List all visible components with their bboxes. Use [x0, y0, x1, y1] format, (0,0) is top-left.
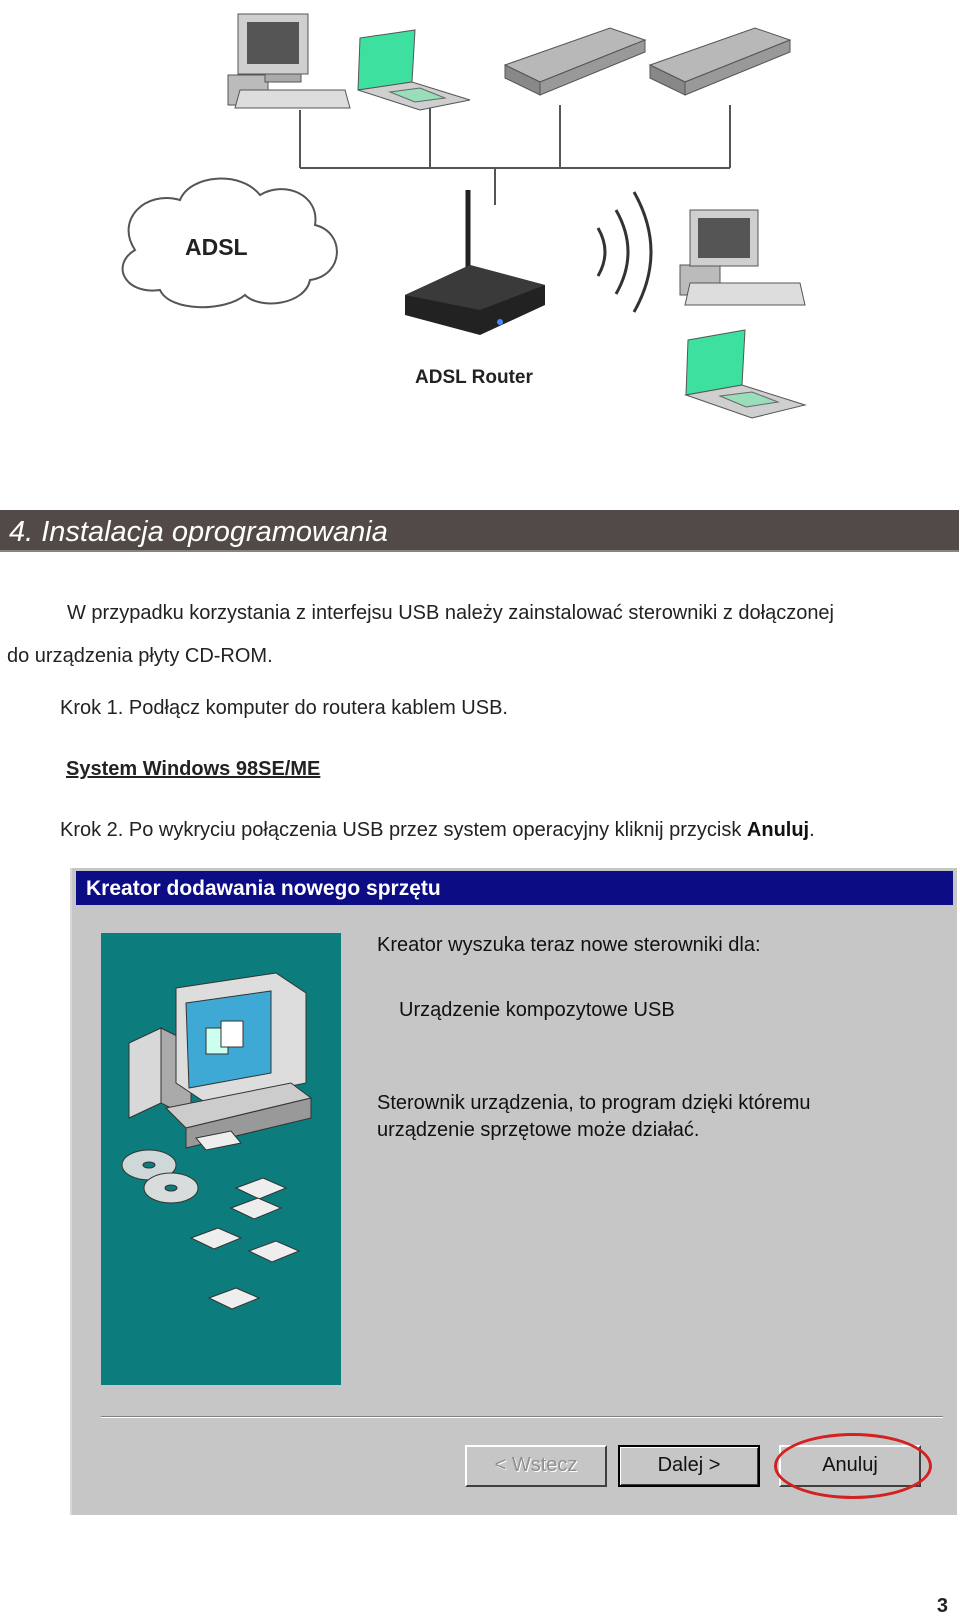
intro-paragraph-line2: do urządzenia płyty CD-ROM. — [7, 645, 273, 667]
network-switch-icon — [650, 28, 790, 95]
desktop-computer-icon — [228, 14, 350, 108]
dialog-description-line2: urządzenie sprzętowe może działać. — [377, 1119, 700, 1141]
network-switch-icon — [505, 28, 645, 95]
dialog-titlebar — [76, 871, 953, 905]
page-number: 3 — [936, 1595, 948, 1617]
cancel-highlight-circle — [774, 1433, 932, 1499]
step-2-text — [60, 819, 815, 842]
step-1-text: Krok 1. Podłącz komputer do routera kablem USB. — [60, 697, 508, 719]
dialog-description-line1: Sterownik urządzenia, to program dzięki któremu — [377, 1092, 811, 1114]
step-2-prefix: Krok 2. Po wykryciu połączenia USB przez system operacyjny kliknij przycisk — [60, 819, 747, 841]
dialog-device-name: Urządzenie kompozytowe USB — [399, 999, 675, 1021]
adsl-router-icon — [405, 190, 545, 388]
step-2-suffix: . — [809, 819, 815, 841]
laptop-icon — [358, 30, 470, 110]
laptop-icon — [686, 330, 805, 418]
back-button[interactable]: < Wstecz — [465, 1445, 607, 1487]
add-hardware-wizard-dialog — [70, 868, 957, 1515]
wizard-computer-illustration — [101, 933, 341, 1385]
section-title: 4. Instalacja oprogramowania — [9, 516, 388, 548]
internet-cloud-icon — [123, 179, 337, 308]
dialog-search-text: Kreator wyszuka teraz nowe sterowniki dla: — [377, 934, 761, 956]
cloud-label: ADSL — [185, 234, 248, 260]
floppy-disks-icon — [191, 1178, 299, 1309]
wireless-signal-icon — [598, 192, 651, 312]
intro-paragraph-line1: W przypadku korzystania z interfejsu USB należy zainstalować sterowniki z dołączonej — [67, 602, 835, 624]
step-2-bold-button-name: Anuluj — [746, 819, 810, 841]
ethernet-lines — [300, 105, 730, 205]
desktop-computer-icon — [680, 210, 805, 305]
cd-rom-icon — [122, 1150, 198, 1203]
dialog-separator — [101, 1416, 943, 1418]
router-label: ADSL Router — [415, 367, 533, 388]
wizard-art-panel — [101, 933, 341, 1385]
system-heading: System Windows 98SE/ME — [66, 758, 321, 780]
network-diagram — [0, 0, 960, 420]
section-heading-bar — [0, 510, 959, 552]
next-button[interactable]: Dalej > — [618, 1445, 760, 1487]
dialog-title: Kreator dodawania nowego sprzętu — [86, 877, 441, 900]
cancel-button[interactable]: Anuluj — [779, 1445, 921, 1487]
